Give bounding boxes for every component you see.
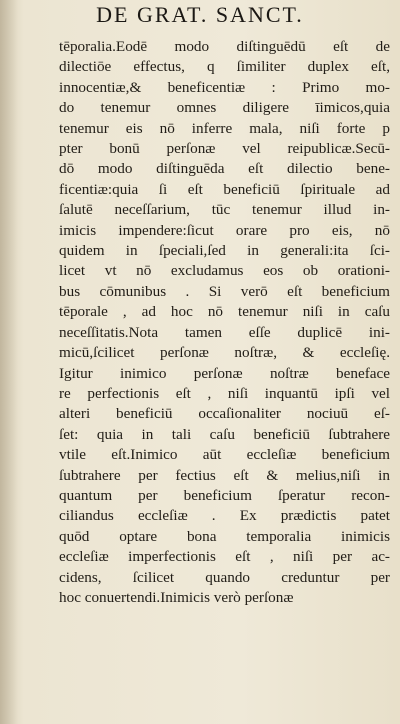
body-text — [59, 37, 390, 608]
text-line: ſalutē neceſſarium, tūc tenemur illud in- — [59, 201, 390, 219]
text-line: hoc conuertendi.Inimicis verò perſonæ — [59, 588, 294, 606]
text-line: re perfectionis eſt , niſi inquantū ipſi vel — [59, 384, 390, 402]
text-line: ſubtrahere per fectius eſt & melius,niſi in — [59, 466, 390, 484]
text-line: tēporale , ad hoc nō tenemur niſi in caſu — [59, 303, 390, 321]
text-line: quōd optare bona temporalia inimicis — [59, 527, 390, 545]
text-line: tenemur eis nō inferre mala, niſi forte p — [59, 119, 390, 137]
text-line: vtile eſt.Inimico aūt eccleſiæ beneficium — [59, 446, 390, 464]
text-line: tēporalia.Eodē modo diſtinguēdū eſt de — [59, 38, 390, 55]
text-line: cidens, ſcilicet quando creduntur per — [59, 568, 390, 586]
text-line: ſet: quia in tali caſu beneficiū ſubtrahere — [59, 425, 390, 443]
text-line: dilectiōe effectus, q ſimiliter duplex eſt, — [59, 58, 390, 76]
text-line: dō modo diſtinguēda eſt dilectio bene- — [59, 160, 390, 178]
text-line: eccleſiæ imperfectionis eſt , niſi per ac- — [59, 548, 390, 566]
text-line: ciliandus eccleſiæ . Ex prædictis patet — [59, 507, 390, 525]
running-head: DE GRAT. SANCT. — [96, 2, 304, 27]
text-line: micū,ſcilicet perſonæ noſtræ, & eccleſię. — [59, 344, 390, 362]
text-line: pter bonū perſonæ vel reipublicæ.Secū- — [59, 140, 390, 158]
text-line: quantum per beneficium ſperatur recon- — [59, 486, 390, 504]
text-line: licet vt nō excludamus eos ob orationi- — [59, 262, 390, 280]
text-line: alteri beneficiū occaſionaliter nociuū eſ- — [59, 405, 390, 423]
text-line: ficentiæ:quia ſi eſt beneficiū ſpirituale ad — [59, 180, 390, 198]
spine-shadow — [0, 0, 18, 724]
text-line: Igitur inimico perſonæ noſtræ beneface — [59, 364, 390, 382]
text-line: bus cōmunibus . Si verō eſt beneficium — [59, 282, 390, 300]
text-line: innocentiæ,& beneficentiæ : Primo mo- — [59, 78, 390, 96]
text-line: do tenemur omnes diligere īimicos,quia — [59, 99, 390, 117]
text-line: quidem in ſpeciali,ſed in generali:ita ſci- — [59, 242, 390, 260]
text-line: neceſſitatis.Nota tamen eſſe duplicē ini- — [59, 323, 390, 341]
text-line: imicis impendere:ſicut orare pro eis, nō — [59, 221, 390, 239]
